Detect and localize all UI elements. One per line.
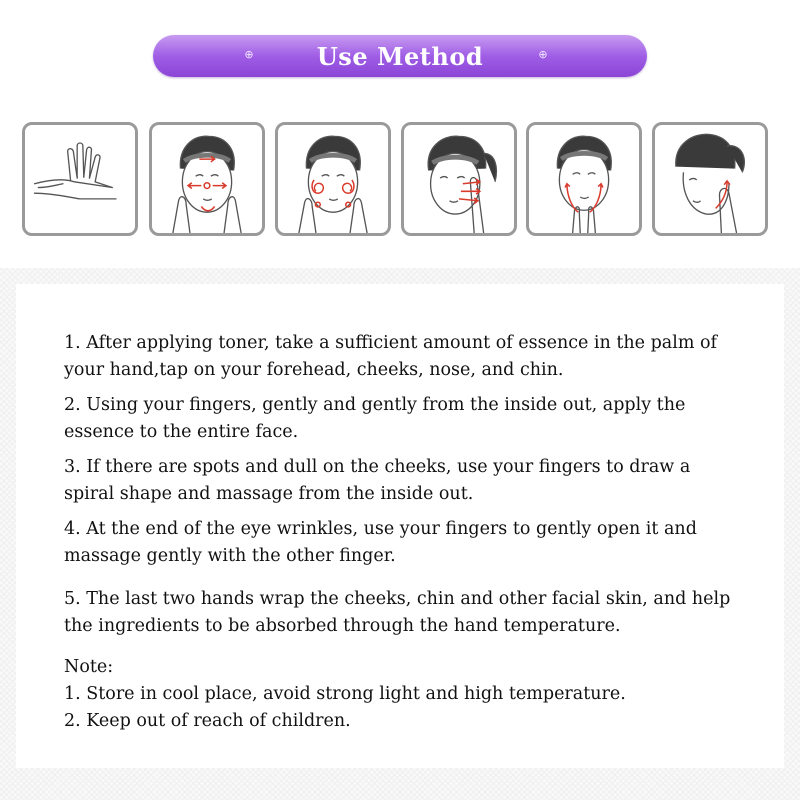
note-title: Note:: [64, 657, 114, 677]
instructions-panel: [0, 268, 800, 800]
face-tap-icon: [152, 125, 262, 233]
instruction-step-1: 1. After applying toner, take a sufficient amount of essence in the palm of your hand,tap on your forehead, cheeks, nose, and chin.: [64, 333, 717, 380]
note-item-1: 1. Store in cool place, avoid strong light and high temperature.: [64, 684, 626, 704]
step-card-2: [149, 122, 265, 236]
plus-circle-icon: ⊕: [538, 48, 548, 61]
instruction-step-5: 5. The last two hands wrap the cheeks, chin and other facial skin, and help the ingredients to be absorbed through the hand temperature.: [64, 589, 731, 636]
instruction-step-2: 2. Using your fingers, gently and gently from the inside out, apply the essence to the entire face.: [64, 395, 686, 442]
step-card-6: [652, 122, 768, 236]
palm-essence-icon: [25, 125, 135, 233]
instructions-text: [64, 330, 744, 735]
eye-wrinkle-icon: [404, 125, 514, 233]
instructions-card: [16, 284, 784, 768]
use-method-banner: [153, 35, 647, 77]
step-card-4: [401, 122, 517, 236]
hand-wrap-cheek-icon: [655, 125, 765, 233]
note-item-2: 2. Keep out of reach of children.: [64, 711, 351, 731]
jaw-lift-icon: [529, 125, 639, 233]
banner-title: Use Method: [316, 41, 484, 71]
step-card-3: [275, 122, 391, 236]
plus-circle-icon: ⊕: [244, 48, 254, 61]
step-illustrations: [22, 122, 782, 240]
instruction-step-3: 3. If there are spots and dull on the cheeks, use your fingers to draw a spiral shape and massage from the inside out.: [64, 457, 691, 504]
instruction-step-4: 4. At the end of the eye wrinkles, use your fingers to gently open it and massage gently with the other finger.: [64, 519, 697, 566]
cheek-spiral-icon: [278, 125, 388, 233]
step-card-1: [22, 122, 138, 236]
step-card-5: [526, 122, 642, 236]
